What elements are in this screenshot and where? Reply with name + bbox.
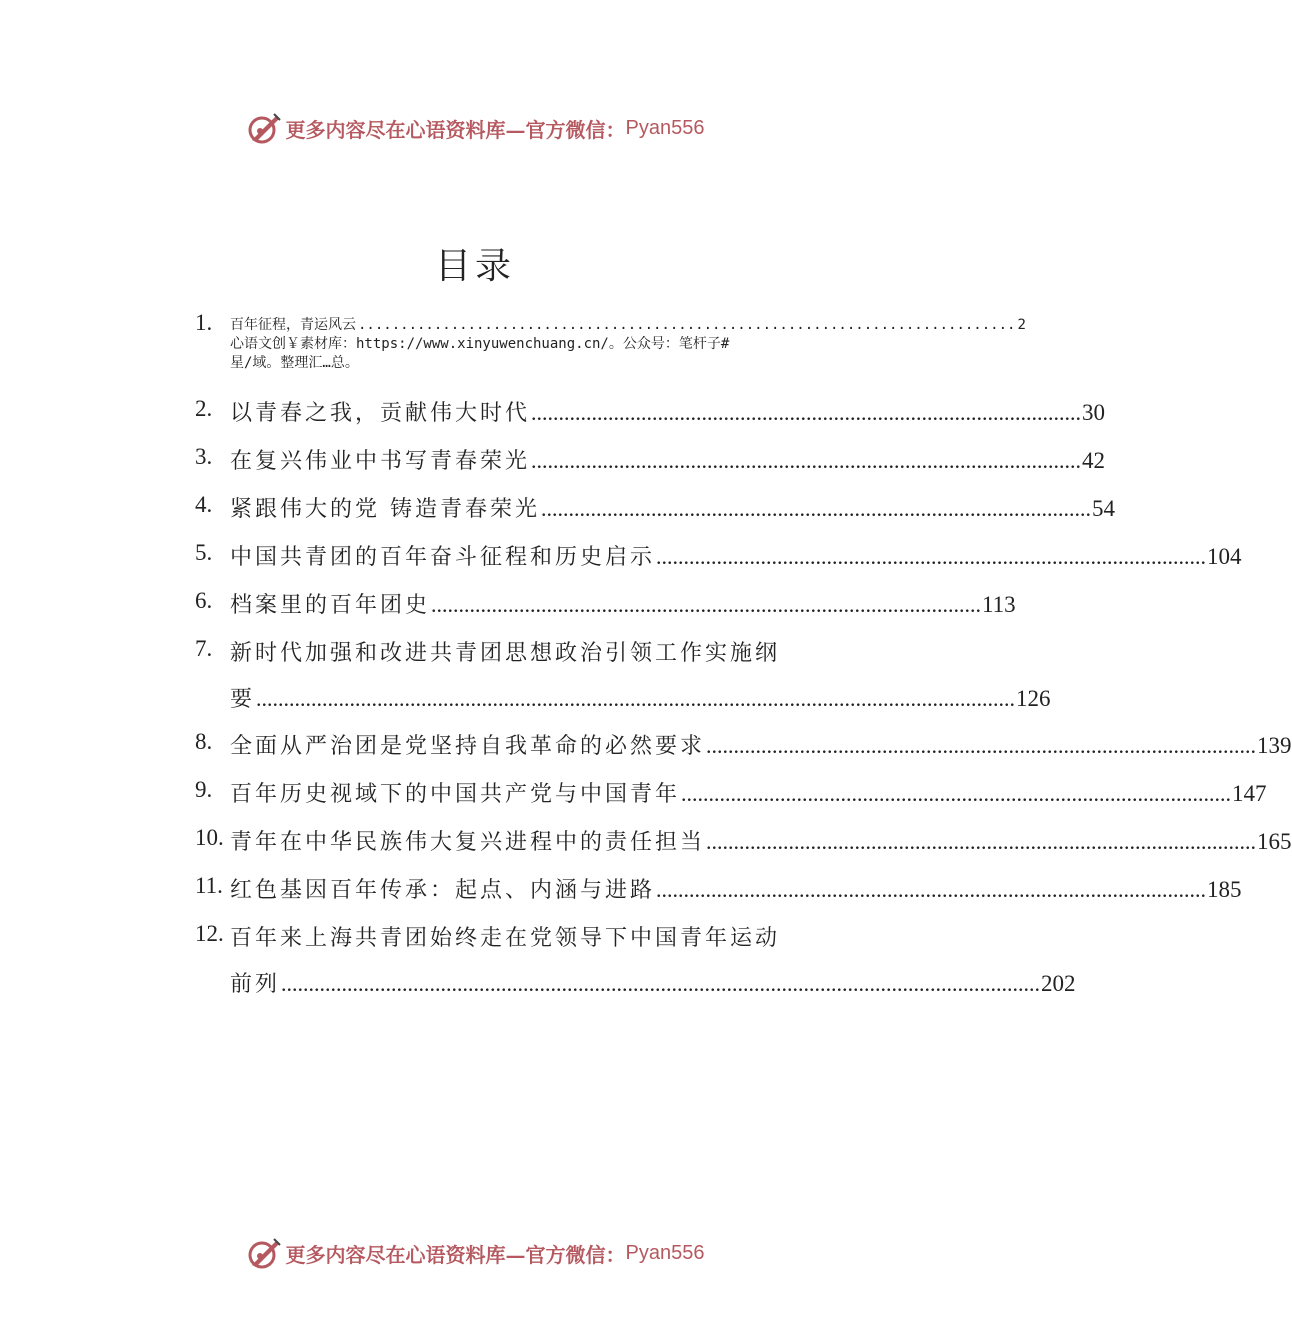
toc-entry-page: 202: [1041, 971, 1076, 996]
header-banner: [0, 108, 950, 148]
toc-dot-leader: ....................................................................................................: [656, 877, 1207, 902]
toc-note-line: 心语文创￥素材库：https://www.xinyuwenchuang.cn/。公众号：笔杆子#: [230, 336, 730, 352]
pen-logo-icon: [246, 110, 282, 146]
toc-entry-number: 11.: [195, 873, 223, 898]
toc-entry-number: 7.: [195, 636, 213, 661]
toc-entry-number: 10.: [195, 825, 224, 850]
toc-dot-leader: ....................................................................................................: [541, 496, 1091, 521]
banner-wechat-id: Pyan556: [625, 116, 705, 139]
toc-entry-title: 百年征程，青运风云: [230, 317, 356, 333]
pen-logo-icon: [246, 1235, 282, 1271]
toc-entry-number: 12.: [195, 921, 224, 946]
banner-text: 更多内容尽在心语资料库—官方微信：: [285, 1242, 626, 1267]
toc-entry-page: 2: [1017, 317, 1026, 333]
banner-text: 更多内容尽在心语资料库—官方微信：: [285, 117, 626, 142]
toc-entry-page: 126: [1016, 686, 1051, 711]
toc-entry-title: 以青春之我，贡献伟大时代: [230, 401, 531, 426]
toc-dot-leader: ....................................................................................................: [706, 733, 1257, 758]
toc-entry-small-block: [230, 316, 1026, 373]
toc-entry-number: 1.: [195, 310, 213, 335]
toc-entry-title: 档案里的百年团史: [230, 593, 431, 618]
toc-dot-leader: ....................................................................................................: [656, 544, 1207, 569]
toc-entry-title: 紧跟伟大的党 铸造青春荣光: [230, 497, 540, 522]
toc-dot-leader: ....................................................................................................: [531, 400, 1082, 425]
toc-entry-page: 30: [1082, 400, 1106, 425]
toc-entry-title-cont: 要: [230, 687, 256, 712]
toc-dot-leader: ....................................................................................................: [706, 829, 1257, 854]
toc-entry-number: 8.: [195, 729, 213, 754]
toc-entry-number: 6.: [195, 588, 213, 613]
toc-entry-title: 新时代加强和改进共青团思想政治引领工作实施纲: [230, 641, 781, 666]
toc-dot-leader: ....................................................................................................: [681, 781, 1232, 806]
toc-entry-title: 百年来上海共青团始终走在党领导下中国青年运动: [230, 926, 781, 951]
toc-entry-title: 全面从严治团是党坚持自我革命的必然要求: [230, 734, 706, 759]
toc-entry-title-cont: 前列: [230, 972, 281, 997]
page-title: 目录: [434, 246, 515, 287]
toc-entry-number: 2.: [195, 396, 213, 421]
toc-entry-page: 113: [982, 592, 1016, 617]
toc-entry-page: 42: [1082, 448, 1106, 473]
toc-entry-page: 165: [1257, 829, 1292, 854]
toc-dot-leader: ....................................................................................................: [431, 592, 982, 617]
toc-note-line: 星/域。整理汇…总。: [230, 355, 359, 371]
toc-dot-leader: ....................................................................................................: [531, 448, 1082, 473]
toc-entry-title: 中国共青团的百年奋斗征程和历史启示: [230, 545, 656, 570]
toc-dot-leader: ..........................................................................................................................................: [256, 686, 1016, 711]
toc-entry-number: 9.: [195, 777, 213, 802]
toc-entry-number: 4.: [195, 492, 213, 517]
toc-entry-page: 139: [1257, 733, 1292, 758]
footer-banner: [0, 1233, 950, 1273]
banner-wechat-id: Pyan556: [625, 1241, 705, 1264]
toc-entry-title: 青年在中华民族伟大复兴进程中的责任担当: [230, 830, 706, 855]
toc-entry-title: 在复兴伟业中书写青春荣光: [230, 449, 531, 474]
toc-entry-page: 104: [1207, 544, 1242, 569]
toc-entry-page: 54: [1092, 496, 1115, 521]
toc-entry-page: 185: [1207, 877, 1242, 902]
toc-dot-leader: ..........................................................................................................................................: [281, 971, 1041, 996]
toc-dot-leader: ..............................................................................: [358, 317, 1016, 333]
toc-entry-number: 5.: [195, 540, 213, 565]
toc-entry-number: 3.: [195, 444, 213, 469]
toc-entry-title: 百年历史视域下的中国共产党与中国青年: [230, 782, 681, 807]
toc-entry-page: 147: [1232, 781, 1267, 806]
toc-entry-title: 红色基因百年传承：起点、内涵与进路: [230, 878, 656, 903]
